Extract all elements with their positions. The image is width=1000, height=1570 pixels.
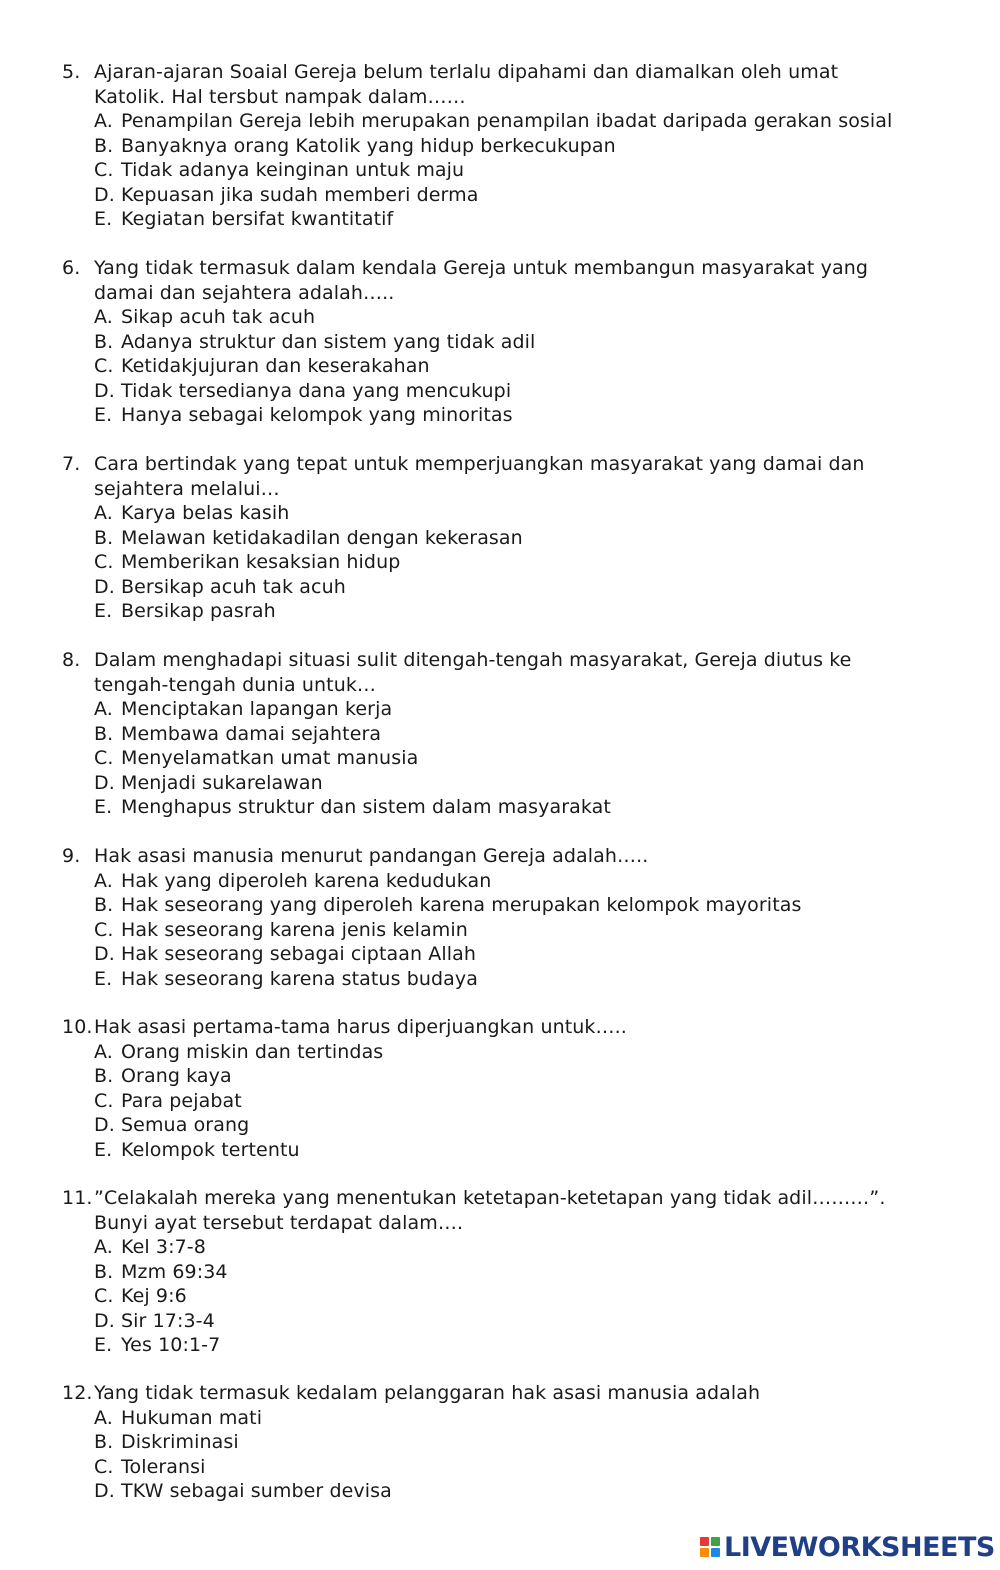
option-letter: C. [94, 918, 114, 941]
answer-option[interactable] [62, 1040, 962, 1065]
option-text: Kegiatan bersifat kwantitatif [121, 208, 394, 230]
answer-option[interactable] [62, 501, 962, 526]
question-number: 12. [62, 1382, 93, 1404]
answer-option[interactable] [62, 1479, 962, 1504]
answer-option[interactable] [62, 697, 962, 722]
question-block [62, 256, 962, 428]
answer-option[interactable] [62, 1064, 962, 1089]
option-letter: B. [94, 894, 114, 916]
option-text: Hak seseorang yang diperoleh karena merupakan kelompok mayoritas [121, 894, 802, 916]
option-text: Menyelamatkan umat manusia [121, 747, 419, 769]
option-text: Semua orang [121, 1114, 250, 1136]
answer-option[interactable] [62, 354, 962, 379]
answer-option[interactable] [62, 183, 962, 208]
option-letter: E. [94, 1138, 113, 1161]
answer-option[interactable] [62, 575, 962, 600]
option-letter: B. [94, 134, 114, 157]
answer-option[interactable] [62, 1089, 962, 1114]
question-block [62, 1186, 962, 1358]
answer-option[interactable] [62, 379, 962, 404]
option-text: Diskriminasi [121, 1431, 239, 1453]
option-text: Hak seseorang karena jenis kelamin [121, 918, 468, 941]
answer-option[interactable] [62, 305, 962, 330]
option-letter: D. [94, 1480, 115, 1502]
logo-square-blue [711, 1548, 720, 1557]
question-number: 6. [62, 257, 81, 279]
option-letter: E. [94, 208, 113, 230]
question-block [62, 648, 962, 820]
question-line: Katolik. Hal tersbut nampak dalam…… [94, 85, 466, 108]
option-letter: A. [94, 1236, 113, 1258]
option-text: Tidak adanya keinginan untuk maju [121, 159, 465, 181]
option-letter: D. [94, 183, 115, 206]
question-line: Bunyi ayat tersebut terdapat dalam…. [94, 1211, 464, 1234]
option-text: Hukuman mati [121, 1406, 263, 1429]
answer-option[interactable] [62, 722, 962, 747]
answer-option[interactable] [62, 967, 962, 992]
option-letter: E. [94, 967, 113, 990]
option-text: Hak seseorang karena status budaya [121, 967, 479, 990]
option-text: Ketidakjujuran dan keserakahan [121, 355, 430, 377]
option-text: Adanya struktur dan sistem yang tidak adil [121, 330, 536, 353]
option-letter: D. [94, 379, 115, 402]
answer-option[interactable] [62, 942, 962, 967]
question-text-continued [62, 673, 962, 698]
question-line: Yang tidak termasuk kedalam pelanggaran hak asasi manusia adalah [94, 1382, 761, 1404]
logo-square-red [700, 1537, 709, 1546]
question-line: Dalam menghadapi situasi sulit ditengah-tengah masyarakat, Gereja diutus ke [94, 649, 852, 671]
option-letter: D. [94, 1114, 115, 1136]
option-text: Kelompok tertentu [121, 1138, 300, 1161]
question-line: Ajaran-ajaran Soaial Gereja belum terlalu dipahami dan diamalkan oleh umat [94, 61, 839, 83]
answer-option[interactable] [62, 1138, 962, 1163]
answer-option[interactable] [62, 1430, 962, 1455]
option-letter: D. [94, 771, 115, 794]
option-text: TKW sebagai sumber devisa [121, 1480, 392, 1502]
option-text: Hak yang diperoleh karena kedudukan [121, 869, 492, 892]
answer-option[interactable] [62, 795, 962, 820]
option-letter: B. [94, 1065, 114, 1087]
option-letter: B. [94, 526, 114, 549]
option-text: Bersikap pasrah [121, 600, 276, 622]
answer-option[interactable] [62, 1284, 962, 1309]
option-text: Toleransi [121, 1455, 206, 1478]
option-text: Sir 17:3-4 [121, 1309, 215, 1332]
option-letter: E. [94, 600, 113, 622]
option-text: Orang miskin dan tertindas [121, 1040, 384, 1063]
option-text: Menciptakan lapangan kerja [121, 698, 393, 720]
option-letter: C. [94, 355, 114, 377]
option-letter: E. [94, 404, 113, 426]
question-line: Hak asasi pertama-tama harus diperjuangkan untuk….. [94, 1016, 627, 1038]
answer-option[interactable] [62, 746, 962, 771]
option-text: Mzm 69:34 [121, 1260, 228, 1283]
option-text: Orang kaya [121, 1065, 232, 1087]
brand-name: LIVEWORKSHEETS [724, 1531, 995, 1563]
question-line: Hak asasi manusia menurut pandangan Gereja adalah….. [94, 845, 649, 867]
question-number: 11. [62, 1187, 93, 1209]
answer-option[interactable] [62, 330, 962, 355]
option-letter: C. [94, 551, 114, 573]
option-text: Melawan ketidakadilan dengan kekerasan [121, 526, 523, 549]
question-text [62, 844, 962, 869]
question-block [62, 1381, 962, 1504]
option-letter: B. [94, 722, 114, 745]
answer-option[interactable] [62, 526, 962, 551]
question-text-continued [62, 477, 962, 502]
option-letter: C. [94, 747, 114, 769]
question-block [62, 844, 962, 991]
answer-option[interactable] [62, 550, 962, 575]
question-text [62, 1186, 962, 1211]
option-letter: C. [94, 1089, 114, 1112]
question-line: sejahtera melalui… [94, 477, 280, 500]
option-letter: D. [94, 943, 115, 965]
question-number: 5. [62, 61, 81, 83]
option-text: Menghapus struktur dan sistem dalam masyarakat [121, 796, 611, 818]
question-line: ”Celakalah mereka yang menentukan ketetapan-ketetapan yang tidak adil………”. [94, 1187, 886, 1209]
answer-option[interactable] [62, 1309, 962, 1334]
option-text: Kel 3:7-8 [121, 1236, 206, 1258]
question-line: damai dan sejahtera adalah….. [94, 281, 395, 304]
option-letter: A. [94, 869, 113, 892]
option-text: Membawa damai sejahtera [121, 722, 382, 745]
answer-option[interactable] [62, 403, 962, 428]
option-text: Banyaknya orang Katolik yang hidup berkecukupan [121, 134, 616, 157]
answer-option[interactable] [62, 1333, 962, 1358]
option-text: Penampilan Gereja lebih merupakan penampilan ibadat daripada gerakan sosial [121, 110, 893, 132]
question-line: Cara bertindak yang tepat untuk memperjuangkan masyarakat yang damai dan [94, 453, 865, 475]
option-letter: C. [94, 1285, 114, 1307]
question-line: Yang tidak termasuk dalam kendala Gereja untuk membangun masyarakat yang [94, 257, 868, 279]
option-letter: A. [94, 698, 113, 720]
answer-option[interactable] [62, 158, 962, 183]
option-letter: A. [94, 1040, 113, 1063]
option-text: Sikap acuh tak acuh [121, 306, 316, 328]
option-text: Kepuasan jika sudah memberi derma [121, 183, 479, 206]
option-text: Kej 9:6 [121, 1285, 187, 1307]
option-text: Para pejabat [121, 1089, 242, 1112]
option-letter: B. [94, 330, 114, 353]
question-block [62, 1015, 962, 1162]
option-letter: A. [94, 110, 113, 132]
option-text: Tidak tersedianya dana yang mencukupi [121, 379, 512, 402]
option-letter: E. [94, 1334, 113, 1356]
option-letter: A. [94, 306, 113, 328]
question-number: 9. [62, 845, 81, 867]
logo-square-orange [700, 1548, 709, 1557]
option-letter: D. [94, 1309, 115, 1332]
question-text [62, 256, 962, 281]
answer-option[interactable] [62, 599, 962, 624]
question-text [62, 1015, 962, 1040]
question-line: tengah-tengah dunia untuk… [94, 673, 377, 696]
option-text: Menjadi sukarelawan [121, 771, 323, 794]
question-text [62, 60, 962, 85]
question-number: 10. [62, 1016, 93, 1038]
option-text: Hak seseorang sebagai ciptaan Allah [121, 943, 477, 965]
option-letter: A. [94, 1406, 113, 1429]
logo-square-green [711, 1537, 720, 1546]
answer-option[interactable] [62, 1455, 962, 1480]
answer-option[interactable] [62, 134, 962, 159]
option-text: Karya belas kasih [121, 502, 290, 524]
question-number: 8. [62, 649, 81, 671]
answer-option[interactable] [62, 1406, 962, 1431]
question-text [62, 1381, 962, 1406]
option-letter: B. [94, 1260, 114, 1283]
answer-option[interactable] [62, 893, 962, 918]
question-text-continued [62, 85, 962, 110]
question-text [62, 648, 962, 673]
question-text-continued [62, 281, 962, 306]
question-text-continued [62, 1211, 962, 1236]
option-letter: B. [94, 1431, 114, 1453]
answer-option[interactable] [62, 1235, 962, 1260]
option-text: Memberikan kesaksian hidup [121, 551, 401, 573]
question-block [62, 60, 962, 232]
answer-option[interactable] [62, 1113, 962, 1138]
option-letter: C. [94, 159, 114, 181]
answer-option[interactable] [62, 869, 962, 894]
option-letter: C. [94, 1455, 114, 1478]
liveworksheets-brand[interactable] [700, 1530, 995, 1564]
answer-option[interactable] [62, 771, 962, 796]
answer-option[interactable] [62, 1260, 962, 1285]
question-number: 7. [62, 453, 81, 475]
answer-option[interactable] [62, 109, 962, 134]
option-letter: E. [94, 796, 113, 818]
option-text: Yes 10:1-7 [121, 1334, 221, 1356]
question-text [62, 452, 962, 477]
option-letter: D. [94, 575, 115, 598]
answer-option[interactable] [62, 207, 962, 232]
question-block [62, 452, 962, 624]
option-letter: A. [94, 502, 113, 524]
option-text: Bersikap acuh tak acuh [121, 575, 346, 598]
option-text: Hanya sebagai kelompok yang minoritas [121, 404, 513, 426]
answer-option[interactable] [62, 918, 962, 943]
liveworksheets-logo-icon [700, 1537, 720, 1557]
